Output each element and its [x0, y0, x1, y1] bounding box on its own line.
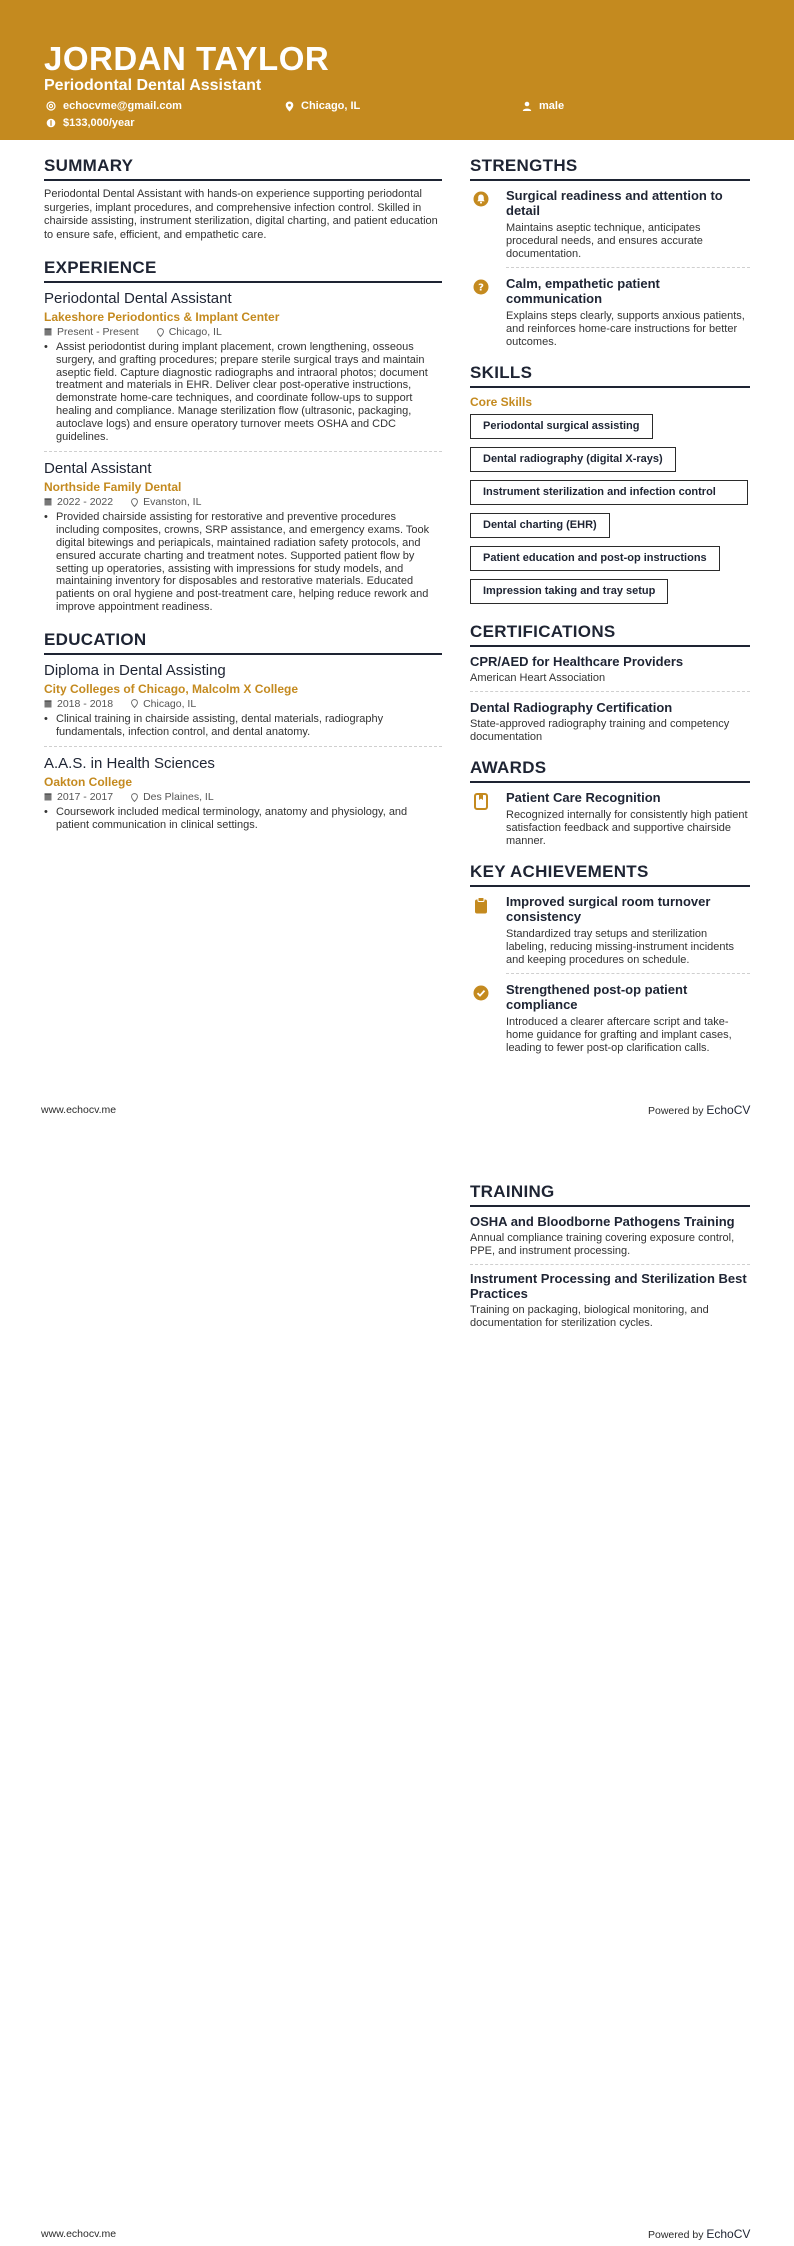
at-icon [46, 101, 56, 111]
education-heading: EDUCATION [44, 630, 442, 655]
job-location-text: Evanston, IL [143, 496, 202, 509]
gender-text: male [539, 100, 565, 112]
coin-icon [46, 118, 56, 128]
certification-desc: American Heart Association [470, 672, 606, 684]
skills-section [470, 363, 750, 612]
education-bullets [44, 713, 442, 739]
education-item [44, 662, 442, 739]
education-meta [44, 791, 442, 803]
training-column [470, 1182, 750, 1330]
achievement-title: Improved surgical room turnover consistency [506, 894, 711, 924]
strength-title: Calm, empathetic patient communication [506, 276, 660, 306]
footer-powered [648, 1103, 750, 1117]
training-item [470, 1271, 750, 1330]
awards-section [470, 758, 750, 848]
strengths-heading: STRENGTHS [470, 156, 750, 181]
bell-icon [470, 188, 492, 261]
job-dates-text: 2022 - 2022 [57, 496, 114, 509]
experience-item [44, 290, 442, 443]
job-bullet: • Assist periodontist during implant placement, crown lengthening, osseous surgery, and grafting procedures; prepare sterile surgical trays and maintain aseptic field. Capture diagnostic radiographs and intraoral photos; document treatment and materials in EHR. Deliver clear post-operative instructions, demonstrate home-care techniques, and coordinate follow-ups to support healing and compliance. Manage sterilization flow (ultrasonic, packaging, autoclave logs) and ensure operatory turnover meets OSHA and CDC guidelines. [44, 341, 442, 443]
achievement-item [470, 894, 750, 967]
skill-tag: Periodontal surgical assisting [470, 414, 653, 439]
training-title: Instrument Processing and Sterilization Best Practices [470, 1271, 747, 1301]
question-icon [470, 276, 492, 349]
user-icon [522, 101, 532, 111]
school-name: Oakton College [44, 775, 133, 790]
check-circle-icon [470, 982, 492, 1055]
summary-section [44, 156, 442, 242]
job-title: Periodontal Dental Assistant [44, 290, 232, 307]
certification-item [470, 654, 750, 685]
calendar-icon [44, 700, 52, 708]
footer-powered [648, 2227, 750, 2241]
education-bullet: • Clinical training in chairside assisting, dental materials, radiography fundamentals, infection control, and dental anatomy. [44, 713, 442, 739]
job-location [157, 326, 222, 338]
education-section [44, 630, 442, 832]
company-name: Northside Family Dental [44, 480, 182, 495]
strength-item [470, 276, 750, 349]
divider [506, 267, 750, 268]
achievements-section [470, 862, 750, 1055]
experience-heading: EXPERIENCE [44, 258, 442, 283]
training-section [470, 1182, 750, 1330]
award-title: Patient Care Recognition [506, 790, 661, 805]
summary-text: Periodontal Dental Assistant with hands-on experience supporting periodontal surgeries, implant procedures, and comprehensive infection control. Skilled in chairside assisting, instrument sterilization, digital charting, and patient education to ensure safe, efficient, and empathetic care. [44, 188, 438, 241]
resume-header [0, 0, 794, 140]
degree-title: A.A.S. in Health Sciences [44, 755, 215, 773]
award-item [470, 790, 750, 848]
training-desc: Annual compliance training covering exposure control, PPE, and instrument processing. [470, 1232, 735, 1257]
divider [470, 691, 750, 692]
strength-desc: Explains steps clearly, supports anxious patients, and reinforces home-care instructions for better outcomes. [506, 310, 745, 348]
education-dates-text: 2018 - 2018 [57, 697, 114, 710]
contact-salary [46, 117, 135, 129]
education-meta [44, 698, 442, 710]
degree-title: Diploma in Dental Assisting [44, 661, 226, 679]
summary-heading: SUMMARY [44, 156, 442, 181]
strengths-section [470, 156, 750, 349]
education-dates [44, 791, 113, 803]
skill-tag: Instrument sterilization and infection control [470, 480, 748, 505]
calendar-icon [44, 498, 52, 506]
education-location [131, 791, 214, 803]
powered-by-text: Powered by [648, 2229, 704, 2241]
company-name: Lakeshore Periodontics & Implant Center [44, 310, 280, 324]
training-heading: TRAINING [470, 1182, 750, 1207]
job-bullets [44, 341, 442, 443]
footer-site-link[interactable]: www.echocv.me [41, 1104, 117, 1116]
bookmark-icon [470, 790, 492, 848]
location-text: Chicago, IL [301, 100, 361, 112]
strength-body [506, 188, 750, 261]
job-meta [44, 326, 442, 338]
education-location-text: Des Plaines, IL [143, 791, 214, 804]
job-dates-text: Present - Present [57, 326, 139, 338]
divider [44, 451, 442, 452]
achievement-item [470, 982, 750, 1055]
calendar-icon [44, 793, 52, 801]
powered-by-text: Powered by [648, 1105, 704, 1117]
divider [44, 746, 442, 747]
skills-subheading: Core Skills [470, 395, 533, 409]
skill-tag: Impression taking and tray setup [470, 579, 668, 604]
skill-tag: Patient education and post-op instructions [470, 546, 720, 571]
brand-name: EchoCV [706, 1103, 751, 1117]
skill-list [470, 414, 750, 612]
certifications-section [470, 622, 750, 744]
svg-text:?: ? [478, 282, 484, 294]
education-location-text: Chicago, IL [143, 697, 197, 710]
job-bullets [44, 511, 442, 613]
skills-heading: SKILLS [470, 363, 750, 388]
achievement-body [506, 894, 750, 967]
job-dates [44, 496, 113, 508]
school-name: City Colleges of Chicago, Malcolm X College [44, 681, 299, 696]
training-desc: Training on packaging, biological monitoring, and documentation for sterilization cycles. [470, 1304, 709, 1329]
divider [506, 973, 750, 974]
award-desc: Recognized internally for consistently high patient satisfaction feedback and supportive chairside manner. [506, 809, 748, 847]
strength-item [470, 188, 750, 261]
clipboard-icon [470, 894, 492, 967]
certification-title: CPR/AED for Healthcare Providers [470, 654, 684, 669]
map-pin-icon [131, 498, 138, 507]
experience-item [44, 460, 442, 613]
job-title: Dental Assistant [44, 460, 152, 478]
job-bullet: • Provided chairside assisting for restorative and preventive procedures including composites, crowns, SRP assistance, and emergency exams. Took digital bitewings and periapicals, maintained radiation safety protocols, and ensured accurate charting and treatment notes. Supported patient flow by setting up operatories, assisting with impressions for study models, and maintaining inventory for disposables and restorative materials. Educated patients on oral hygiene and post-treatment care, helping reduce rework and improve appointment readiness. [44, 511, 442, 613]
education-item [44, 755, 442, 832]
training-title: OSHA and Bloodborne Pathogens Training [470, 1214, 735, 1229]
divider [470, 1264, 750, 1265]
email-text: echocvme@gmail.com [63, 100, 182, 112]
certification-title: Dental Radiography Certification [470, 700, 673, 715]
calendar-icon [44, 328, 52, 336]
contact-location [284, 100, 360, 112]
skill-tag: Dental radiography (digital X-rays) [470, 447, 676, 472]
achievement-desc: Standardized tray setups and sterilization labeling, reducing missing-instrument incidents and keeping procedures on schedule. [506, 928, 735, 966]
strength-title: Surgical readiness and attention to detail [506, 188, 723, 218]
right-column [470, 156, 750, 1061]
salary-text: $133,000/year [63, 117, 135, 129]
certification-desc: State-approved radiography training and competency documentation [470, 718, 730, 743]
map-pin-icon [157, 328, 164, 337]
education-bullet: • Coursework included medical terminology, anatomy and physiology, and patient communication in clinical settings. [44, 806, 442, 832]
strength-desc: Maintains aseptic technique, anticipates procedural needs, and ensures accurate documentation. [506, 222, 703, 260]
left-column [44, 156, 442, 840]
job-dates [44, 326, 139, 338]
candidate-name: JORDAN TAYLOR [44, 40, 330, 77]
brand-name: EchoCV [706, 2227, 751, 2241]
achievement-title: Strengthened post-op patient compliance [506, 982, 688, 1012]
contact-email[interactable] [46, 100, 182, 112]
certifications-heading: CERTIFICATIONS [470, 622, 750, 647]
map-pin-icon [131, 699, 138, 708]
awards-heading: AWARDS [470, 758, 750, 783]
certification-item [470, 700, 750, 744]
job-location-text: Chicago, IL [168, 326, 222, 338]
achievement-body [506, 982, 750, 1055]
candidate-title: Periodontal Dental Assistant [44, 77, 262, 94]
job-location [131, 496, 201, 508]
skill-tag: Dental charting (EHR) [470, 513, 610, 538]
achievement-desc: Introduced a clearer aftercare script and take-home guidance for grafting and implant cases, leading to fewer post-op clarification calls. [506, 1016, 732, 1054]
education-location [131, 698, 196, 710]
training-item [470, 1214, 750, 1258]
map-pin-icon [284, 101, 294, 111]
contact-gender [522, 100, 564, 112]
education-dates-text: 2017 - 2017 [57, 791, 114, 804]
award-body [506, 790, 750, 848]
footer-site-link[interactable]: www.echocv.me [41, 2228, 117, 2240]
job-meta [44, 496, 442, 508]
education-dates [44, 698, 113, 710]
experience-section [44, 258, 442, 614]
education-bullets [44, 806, 442, 832]
map-pin-icon [131, 793, 138, 802]
strength-body [506, 276, 750, 349]
achievements-heading: KEY ACHIEVEMENTS [470, 862, 750, 887]
